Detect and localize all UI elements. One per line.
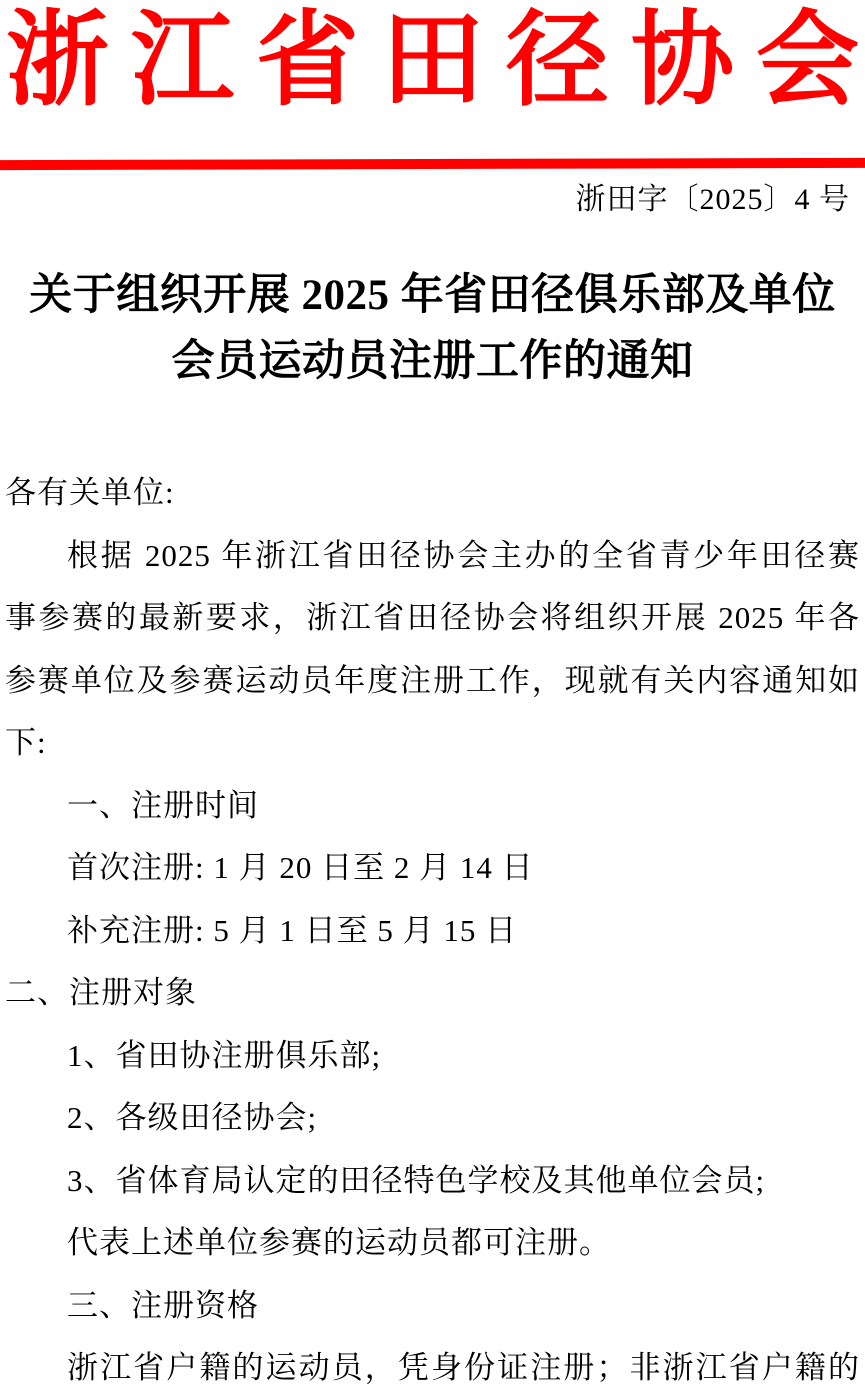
letterhead-org-name: [0, 2, 865, 120]
org-name-char: 江: [131, 4, 234, 118]
body-line: 事参赛的最新要求，浙江省田径协会将组织开展 2025 年各: [5, 600, 860, 635]
body-line: 浙江省户籍的运动员，凭身份证注册；非浙江省户籍的: [67, 1350, 860, 1385]
body-line: 一、注册时间: [67, 787, 259, 823]
body-line: 代表上述单位参赛的运动员都可注册。: [67, 1225, 611, 1260]
body-line: 参赛单位及参赛运动员年度注册工作，现就有关内容通知如: [5, 662, 860, 698]
red-divider-line: [0, 158, 865, 170]
body-line: 二、注册对象: [5, 975, 197, 1010]
document-title-line-2: 会员运动员注册工作的通知: [171, 338, 694, 385]
document-title: [0, 263, 865, 395]
body-line: 根据 2025 年浙江省田径协会主办的全省青少年田径赛: [67, 537, 860, 573]
body-line: 1、省田协注册俱乐部;: [67, 1037, 382, 1073]
org-name-char: 省: [256, 4, 359, 118]
body-line: 三、注册资格: [67, 1287, 259, 1323]
document-title-line-1: 关于组织开展 2025 年省田径俱乐部及单位: [29, 272, 836, 319]
body-line: 各有关单位:: [5, 475, 175, 510]
body-line: 补充注册: 5 月 1 日至 5 月 15 日: [67, 912, 518, 948]
org-name-char: 浙: [6, 4, 109, 118]
org-name-char: 协: [631, 4, 734, 118]
doc-reference-number: 浙田字〔2025〕4 号: [575, 183, 850, 216]
body-line: 下:: [5, 725, 47, 760]
org-name-char: 田: [381, 4, 484, 118]
body-line: 3、省体育局认定的田径特色学校及其他单位会员;: [67, 1162, 766, 1198]
body-line: 2、各级田径协会;: [67, 1100, 318, 1135]
org-name-char: 会: [756, 4, 859, 118]
body-line: 首次注册: 1 月 20 日至 2 月 14 日: [67, 850, 534, 885]
org-name-char: 径: [506, 4, 609, 118]
document-body: [0, 462, 865, 1386]
